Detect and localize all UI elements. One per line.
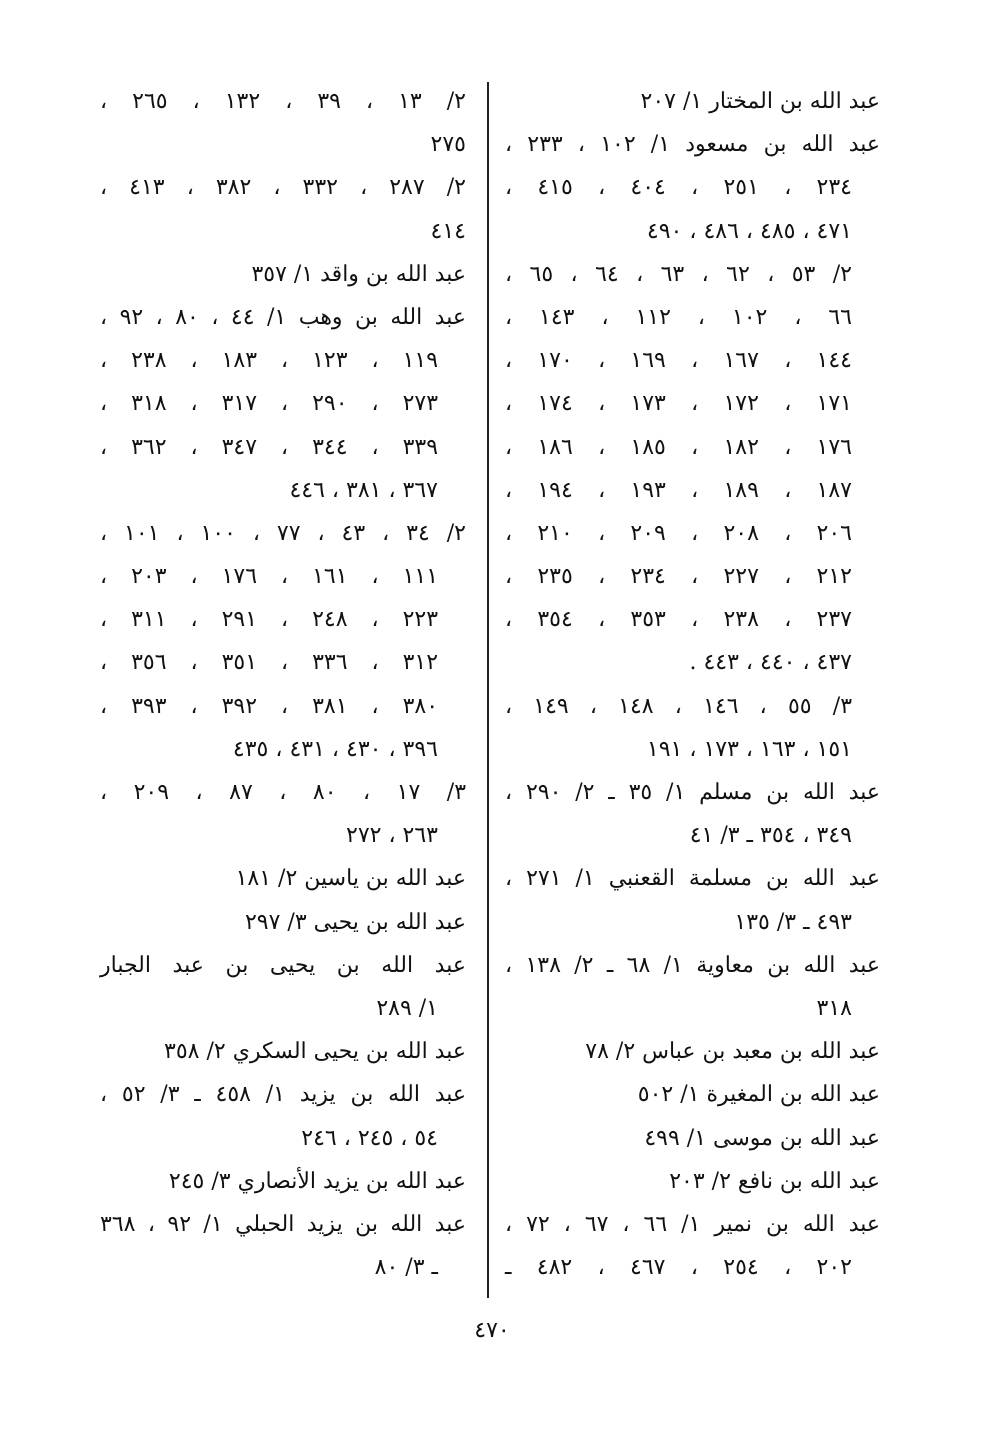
- index-line: ٢٦٣ ، ٢٧٢: [346, 823, 438, 849]
- left-index-column: [100, 80, 466, 1289]
- index-line: ٣٣٩ ، ٣٤٤ ، ٣٤٧ ، ٣٦٢ ،: [100, 434, 439, 460]
- index-line: ٢٧٥: [430, 132, 466, 158]
- index-line: عبد الله بن مسعود ١/ ١٠٢ ، ٢٣٣ ،: [505, 132, 881, 158]
- index-line: ٣٤٩ ، ٣٥٤ ـ ٣/ ٤١: [689, 823, 852, 849]
- index-line: ٤١٤: [430, 218, 466, 244]
- index-line: ١/ ٢٨٩: [376, 995, 438, 1021]
- index-line: ١٧٦ ، ١٨٢ ، ١٨٥ ، ١٨٦ ،: [505, 434, 852, 460]
- index-line: ٣٨٠ ، ٣٨١ ، ٣٩٢ ، ٣٩٣ ،: [100, 693, 439, 719]
- index-line: عبد الله بن نمير ١/ ٦٦ ، ٦٧ ، ٧٢ ،: [505, 1211, 881, 1237]
- index-line: ٥٤ ، ٢٤٥ ، ٢٤٦: [301, 1125, 438, 1151]
- right-index-column: [505, 80, 880, 1289]
- page-number: ٤٧٠: [474, 1318, 510, 1343]
- index-line: ـ ٣/ ٨٠: [374, 1255, 438, 1281]
- index-line: عبد الله بن موسى ١/ ٤٩٩: [644, 1125, 880, 1151]
- index-line: عبد الله بن ياسين ٢/ ١٨١: [235, 866, 466, 892]
- index-line: ١٧١ ، ١٧٢ ، ١٧٣ ، ١٧٤ ،: [505, 391, 852, 417]
- index-line: عبد الله بن مسلمة القعنبي ١/ ٢٧١ ،: [505, 866, 881, 892]
- index-line: ٤٩٣ ـ ٣/ ١٣٥: [734, 909, 852, 935]
- index-line: ٣٦٧ ، ٣٨١ ، ٤٤٦: [289, 477, 438, 503]
- index-line: عبد الله بن المختار ١/ ٢٠٧: [640, 89, 880, 114]
- index-line: ١١١ ، ١٦١ ، ١٧٦ ، ٢٠٣ ،: [100, 564, 439, 590]
- index-line: ٢٢٣ ، ٢٤٨ ، ٢٩١ ، ٣١١ ،: [100, 607, 439, 633]
- index-line: عبد الله بن معاوية ١/ ٦٨ ـ ٢/ ١٣٨ ،: [505, 952, 881, 978]
- index-line: ٢٣٧ ، ٢٣٨ ، ٣٥٣ ، ٣٥٤ ،: [505, 607, 852, 633]
- index-line: عبد الله بن معبد بن عباس ٢/ ٧٨: [585, 1039, 880, 1065]
- index-line: ٣١٨: [816, 995, 852, 1021]
- index-line: ٣/ ٥٥ ، ١٤٦ ، ١٤٨ ، ١٤٩ ،: [505, 693, 853, 719]
- index-line: عبد الله بن نافع ٢/ ٢٠٣: [669, 1168, 880, 1194]
- index-line: ٤٣٧ ، ٤٤٠ ، ٤٤٣ .: [689, 650, 852, 676]
- index-line: ٢٠٦ ، ٢٠٨ ، ٢٠٩ ، ٢١٠ ،: [505, 520, 852, 546]
- index-line: ٢٣٤ ، ٢٥١ ، ٤٠٤ ، ٤١٥ ،: [505, 175, 852, 201]
- index-line: ٢/ ١٣ ، ٣٩ ، ١٣٢ ، ٢٦٥ ،: [100, 89, 466, 114]
- index-line: ١٥١ ، ١٦٣ ، ١٧٣ ، ١٩١: [646, 736, 852, 762]
- index-line: عبد الله بن يزيد الأنصاري ٣/ ٢٤٥: [168, 1168, 466, 1194]
- index-line: عبد الله بن يحيى السكري ٢/ ٣٥٨: [164, 1039, 466, 1065]
- index-line: ٣/ ١٧ ، ٨٠ ، ٨٧ ، ٢٠٩ ،: [100, 780, 467, 805]
- index-line: عبد الله بن مسلم ١/ ٣٥ ـ ٢/ ٢٩٠ ،: [505, 780, 881, 805]
- index-line: ٢/ ٣٤ ، ٤٣ ، ٧٧ ، ١٠٠ ، ١٠١ ،: [100, 520, 466, 546]
- index-line: عبد الله بن يحيى ٣/ ٢٩٧: [244, 909, 466, 935]
- index-line: ٤٧١ ، ٤٨٥ ، ٤٨٦ ، ٤٩٠: [646, 218, 852, 244]
- index-line: ٣١٢ ، ٣٣٦ ، ٣٥١ ، ٣٥٦ ،: [100, 650, 439, 676]
- index-line: ١١٩ ، ١٢٣ ، ١٨٣ ، ٢٣٨ ،: [100, 348, 439, 374]
- index-line: ١٤٤ ، ١٦٧ ، ١٦٩ ، ١٧٠ ،: [505, 348, 852, 374]
- index-line: عبد الله بن يزيد الحبلي ١/ ٩٢ ، ٣٦٨: [100, 1211, 466, 1237]
- index-line: ٢/ ٥٣ ، ٦٢ ، ٦٣ ، ٦٤ ، ٦٥ ،: [505, 261, 852, 287]
- index-line: ١٨٧ ، ١٨٩ ، ١٩٣ ، ١٩٤ ،: [505, 477, 852, 503]
- index-line: عبد الله بن يزيد ١/ ٤٥٨ ـ ٣/ ٥٢ ،: [100, 1082, 467, 1108]
- index-line: عبد الله بن يحيى بن عبد الجبار: [100, 952, 466, 978]
- index-line: ٢٧٣ ، ٢٩٠ ، ٣١٧ ، ٣١٨ ،: [100, 391, 439, 417]
- index-line: عبد الله بن المغيرة ١/ ٥٠٢: [637, 1082, 880, 1108]
- index-line: ٣٩٦ ، ٤٣٠ ، ٤٣١ ، ٤٣٥: [232, 736, 438, 762]
- index-line: عبد الله بن واقد ١/ ٣٥٧: [251, 261, 466, 287]
- index-line: ٢١٢ ، ٢٢٧ ، ٢٣٤ ، ٢٣٥ ،: [505, 564, 852, 590]
- index-line: ٦٦ ، ١٠٢ ، ١١٢ ، ١٤٣ ،: [505, 304, 852, 330]
- index-line: عبد الله بن وهب ١/ ٤٤ ، ٨٠ ، ٩٢ ،: [100, 304, 466, 330]
- column-divider: [487, 82, 489, 1298]
- index-line: ٢٠٢ ، ٢٥٤ ، ٤٦٧ ، ٤٨٢ ـ: [505, 1255, 852, 1281]
- index-line: ٢/ ٢٨٧ ، ٣٣٢ ، ٣٨٢ ، ٤١٣ ،: [100, 175, 466, 201]
